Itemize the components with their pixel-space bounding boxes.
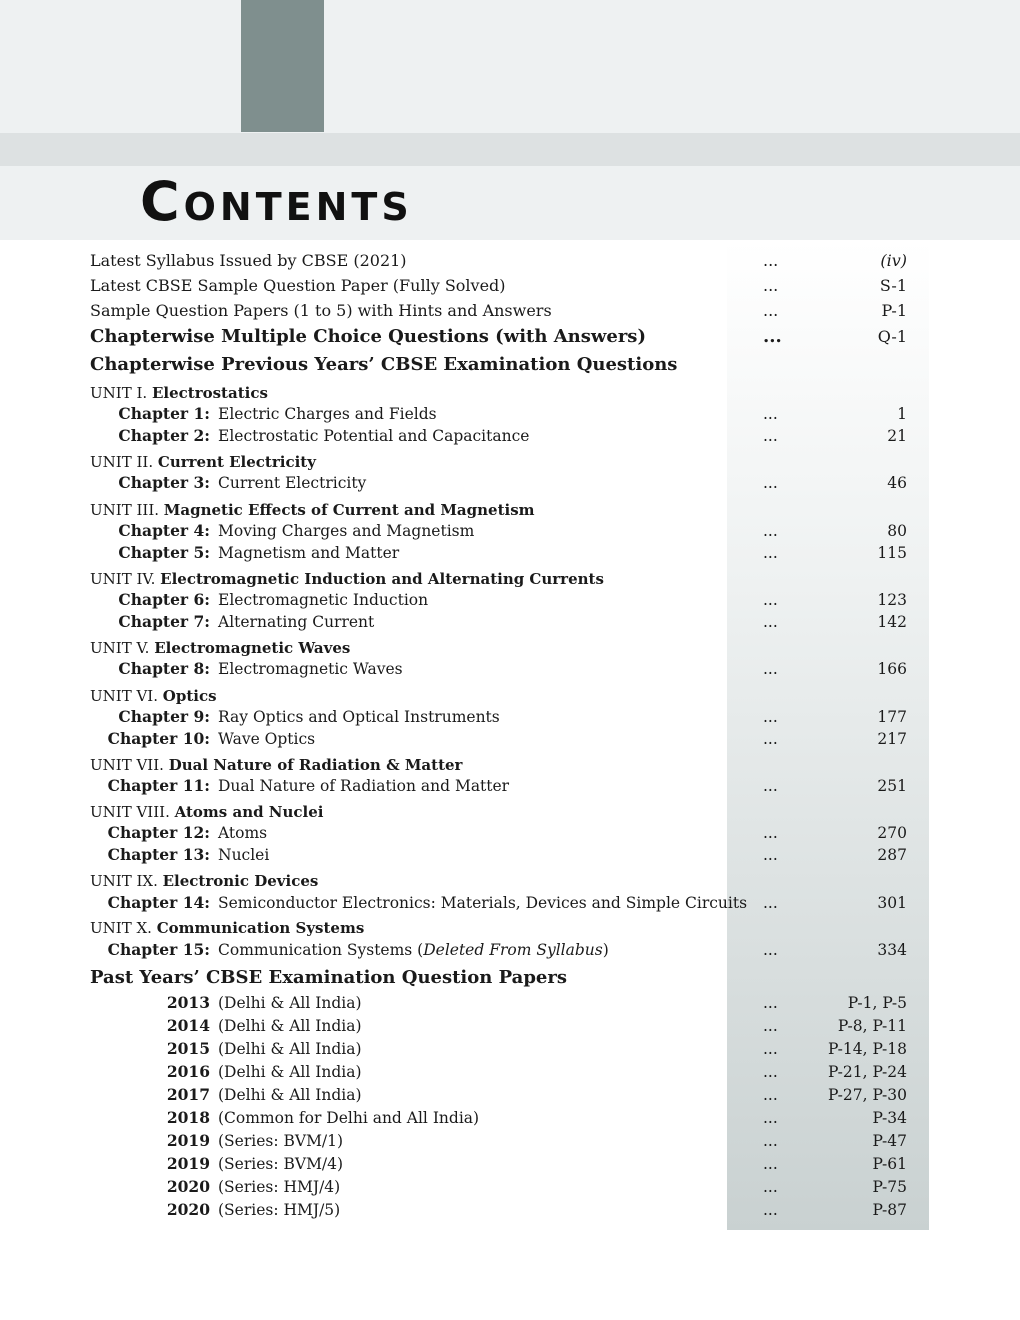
- paper-year: 2020: [166, 1200, 210, 1219]
- paper-year: 2019: [166, 1154, 210, 1173]
- chapter-label: Chapter 11:: [107, 776, 210, 795]
- paper-description: (Common for Delhi and All India): [218, 1109, 480, 1127]
- toc-page-number: P-61: [872, 1155, 907, 1173]
- paper-description: (Delhi & All India): [218, 1017, 362, 1035]
- toc-leader: ...: [763, 251, 779, 270]
- paper-description: (Delhi & All India): [218, 1086, 362, 1104]
- toc-page-number: Q-1: [877, 327, 907, 346]
- unit-number: UNIT I.: [90, 384, 148, 402]
- chapter-label: Chapter 13:: [107, 845, 210, 864]
- toc-leader: ...: [763, 276, 779, 295]
- unit-name: Electromagnetic Induction and Alternating Currents: [160, 570, 604, 588]
- chapter-label: Chapter 7:: [118, 612, 210, 631]
- toc-page-number: P-1, P-5: [847, 994, 907, 1012]
- paper-description: (Series: HMJ/5): [218, 1201, 341, 1219]
- paper-description: (Series: BVM/4): [218, 1155, 344, 1173]
- toc-leader: ...: [763, 613, 778, 631]
- toc-leader: ...: [763, 1201, 778, 1219]
- toc-entry-label: Sample Question Papers (1 to 5) with Hints and Answers: [90, 301, 552, 320]
- chapter-label: Chapter 14:: [107, 893, 210, 912]
- chapter-title: Communication Systems (Deleted From Syllabus): [218, 941, 609, 959]
- unit-number: UNIT II.: [90, 453, 154, 471]
- chapter-title: Current Electricity: [218, 474, 367, 492]
- toc-entry-label: Chapterwise Multiple Choice Questions (with Answers): [90, 326, 646, 347]
- paper-year: 2019: [166, 1131, 210, 1150]
- toc-page-number: P-8, P-11: [837, 1017, 907, 1035]
- toc-page-number: 177: [877, 708, 907, 726]
- toc-leader: ...: [763, 474, 778, 492]
- chapter-label: Chapter 6:: [118, 590, 210, 609]
- toc-entry-label: Latest CBSE Sample Question Paper (Fully Solved): [90, 276, 506, 295]
- chapter-title: Wave Optics: [218, 730, 316, 748]
- chapter-label: Chapter 8:: [118, 659, 210, 678]
- toc-page-number: 334: [877, 941, 907, 959]
- paper-year: 2020: [166, 1177, 210, 1196]
- toc-page-number: 80: [887, 522, 907, 540]
- unit-name: Electronic Devices: [162, 872, 319, 890]
- toc-leader: ...: [763, 405, 778, 423]
- unit-number: UNIT VII.: [90, 756, 164, 774]
- toc-leader: ...: [763, 326, 782, 347]
- toc-leader: ...: [763, 824, 778, 842]
- toc-leader: ...: [763, 894, 778, 912]
- chapter-title: Nuclei: [218, 846, 270, 864]
- toc-page-number: (iv): [880, 251, 907, 270]
- chapter-title: Electric Charges and Fields: [218, 405, 437, 423]
- unit-number: UNIT IX.: [90, 872, 158, 890]
- chapter-label: Chapter 1:: [118, 404, 210, 423]
- paper-year: 2016: [166, 1062, 210, 1081]
- unit-name: Magnetic Effects of Current and Magnetism: [163, 501, 535, 519]
- toc-page-number: P-1: [881, 301, 907, 320]
- toc-leader: ...: [763, 522, 778, 540]
- toc-leader: ...: [763, 301, 779, 320]
- paper-year: 2014: [166, 1016, 210, 1035]
- toc-leader: ...: [763, 544, 778, 562]
- chapter-title: Atoms: [218, 824, 268, 842]
- toc-leader: ...: [763, 941, 778, 959]
- toc-page-number: S-1: [879, 276, 907, 295]
- toc-leader: ...: [763, 1086, 778, 1104]
- chapter-title: Dual Nature of Radiation and Matter: [218, 777, 510, 795]
- unit-number: UNIT VIII.: [90, 803, 170, 821]
- toc-page-number: 142: [877, 613, 907, 631]
- paper-description: (Delhi & All India): [218, 1040, 362, 1058]
- toc-page-number: P-47: [872, 1132, 907, 1150]
- toc-page-number: P-27, P-30: [828, 1086, 907, 1104]
- chapter-title: Electrostatic Potential and Capacitance: [218, 427, 530, 445]
- chapter-label: Chapter 15:: [107, 940, 210, 959]
- paper-year: 2013: [166, 993, 210, 1012]
- toc-leader: ...: [763, 591, 778, 609]
- toc-leader: ...: [763, 1017, 778, 1035]
- toc-leader: ...: [763, 1178, 778, 1196]
- toc-page-number: 217: [877, 730, 907, 748]
- toc-page-number: P-21, P-24: [828, 1063, 907, 1081]
- chapter-label: Chapter 10:: [107, 729, 210, 748]
- chapter-label: Chapter 9:: [118, 707, 210, 726]
- chapter-label: Chapter 2:: [118, 426, 210, 445]
- chapter-title: Electromagnetic Waves: [218, 660, 403, 678]
- toc-page-number: 21: [887, 427, 907, 445]
- header-tab-block: [241, 0, 324, 132]
- chapter-title: Semiconductor Electronics: Materials, Devices and Simple Circuits: [218, 894, 748, 912]
- chapter-label: Chapter 12:: [107, 823, 210, 842]
- paper-description: (Delhi & All India): [218, 994, 362, 1012]
- section-heading-label: Past Years’ CBSE Examination Question Papers: [90, 967, 567, 988]
- unit-name: Current Electricity: [157, 453, 316, 471]
- toc-leader: ...: [763, 1040, 778, 1058]
- toc-page-number: P-14, P-18: [828, 1040, 907, 1058]
- header-divider-band: [0, 133, 1020, 166]
- unit-name: Communication Systems: [156, 919, 365, 937]
- header-band: [0, 0, 1020, 133]
- unit-number: UNIT X.: [90, 919, 152, 937]
- toc-leader: ...: [763, 1109, 778, 1127]
- toc-leader: ...: [763, 730, 778, 748]
- paper-description: (Delhi & All India): [218, 1063, 362, 1081]
- toc-page-number: 115: [877, 544, 907, 562]
- chapter-label: Chapter 4:: [118, 521, 210, 540]
- unit-name: Electromagnetic Waves: [154, 639, 351, 657]
- unit-name: Atoms and Nuclei: [174, 803, 324, 821]
- unit-number: UNIT VI.: [90, 687, 158, 705]
- toc-leader: ...: [763, 1155, 778, 1173]
- chapter-title: Ray Optics and Optical Instruments: [218, 708, 500, 726]
- toc-page-number: P-87: [872, 1201, 907, 1219]
- chapter-label: Chapter 3:: [118, 473, 210, 492]
- toc-leader: ...: [763, 427, 778, 445]
- toc-page-number: 166: [877, 660, 907, 678]
- toc-page-number: 123: [877, 591, 907, 609]
- toc-page-number: P-34: [872, 1109, 907, 1127]
- toc-page-number: P-75: [872, 1178, 907, 1196]
- unit-name: Dual Nature of Radiation & Matter: [168, 756, 463, 774]
- toc-entry-label: Latest Syllabus Issued by CBSE (2021): [90, 251, 407, 270]
- toc-page-number: 251: [877, 777, 907, 795]
- page-title: Contents: [140, 170, 413, 233]
- unit-number: UNIT IV.: [90, 570, 156, 588]
- toc-page-number: 270: [877, 824, 907, 842]
- toc-leader: ...: [763, 1063, 778, 1081]
- toc-page-number: 301: [877, 894, 907, 912]
- chapter-title-note: Deleted From Syllabus: [423, 941, 603, 959]
- unit-number: UNIT III.: [90, 501, 160, 519]
- paper-description: (Series: BVM/1): [218, 1132, 344, 1150]
- paper-year: 2017: [166, 1085, 210, 1104]
- chapter-title: Electromagnetic Induction: [218, 591, 429, 609]
- toc-page-number: 46: [887, 474, 907, 492]
- toc-leader: ...: [763, 994, 778, 1012]
- unit-name: Optics: [162, 687, 217, 705]
- chapter-title: Moving Charges and Magnetism: [218, 522, 475, 540]
- toc-leader: ...: [763, 1132, 778, 1150]
- paper-year: 2018: [166, 1108, 210, 1127]
- paper-description: (Series: HMJ/4): [218, 1178, 341, 1196]
- chapter-title: Alternating Current: [218, 613, 375, 631]
- toc-leader: ...: [763, 777, 778, 795]
- toc-page-number: 1: [897, 405, 907, 423]
- toc-page-number: 287: [877, 846, 907, 864]
- chapter-label: Chapter 5:: [118, 543, 210, 562]
- paper-year: 2015: [166, 1039, 210, 1058]
- section-heading-label: Chapterwise Previous Years’ CBSE Examination Questions: [90, 354, 678, 375]
- toc-leader: ...: [763, 846, 778, 864]
- toc-leader: ...: [763, 660, 778, 678]
- chapter-title: Magnetism and Matter: [218, 544, 400, 562]
- unit-number: UNIT V.: [90, 639, 150, 657]
- unit-name: Electrostatics: [151, 384, 268, 402]
- toc-leader: ...: [763, 708, 778, 726]
